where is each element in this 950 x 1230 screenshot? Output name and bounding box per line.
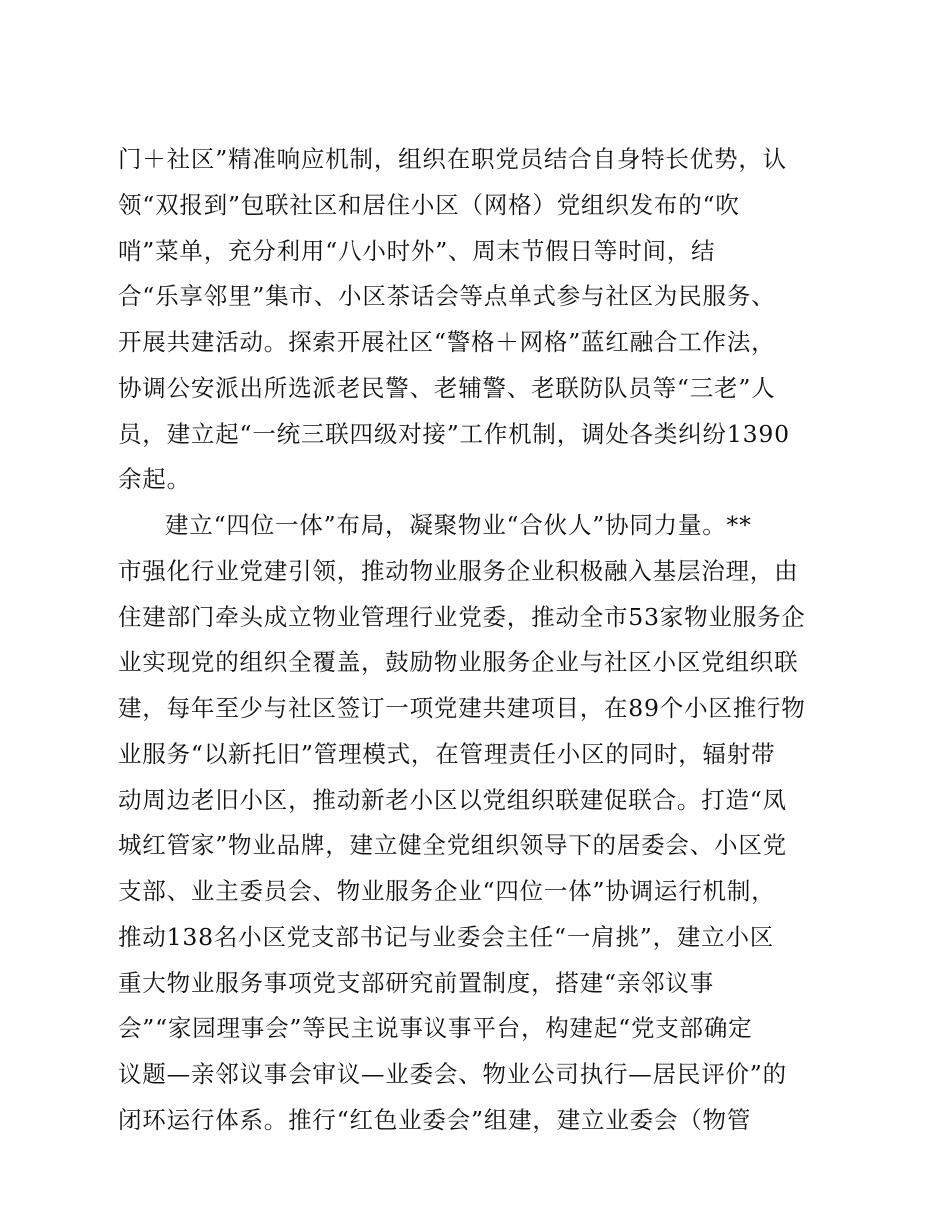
- text-line: 会”“家园理事会”等民主说事议事平台，构建起“党支部确定: [118, 1014, 753, 1043]
- text-line: 建立“四位一体”布局，凝聚物业“合伙人”协同力量。**: [165, 511, 752, 539]
- text-line: 门＋社区”精准响应机制，组织在职党员结合自身特长优势，认: [118, 145, 787, 173]
- text-line: 城红管家”物业品牌，建立健全党组织领导下的居委会、小区党: [118, 831, 787, 860]
- text-line: 推动138名小区党支部书记与业委会主任“一肩挑”，建立小区: [118, 922, 775, 951]
- text-line: 协调公安派出所选派老民警、老辅警、老联防队员等“三老”人: [118, 373, 776, 402]
- text-line: 闭环运行体系。推行“红色业委会”组建，建立业委会（物管: [118, 1105, 752, 1134]
- text-line: 住建部门牵头成立物业管理行业党委，推动全市53家物业服务企: [118, 602, 806, 631]
- text-line: 业实现党的组织全覆盖，鼓励物业服务企业与社区小区党组织联: [118, 648, 799, 677]
- text-line: 开展共建活动。探索开展社区“警格＋网格”蓝红融合工作法，: [118, 328, 776, 356]
- text-line: 重大物业服务事项党支部研究前置制度，搭建“亲邻议事: [118, 968, 715, 997]
- text-line: 合“乐享邻里”集市、小区茶话会等点单式参与社区为民服务、: [118, 282, 776, 311]
- text-line: 支部、业主委员会、物业服务企业“四位一体”协调运行机制，: [118, 877, 776, 905]
- text-line: 动周边老旧小区，推动新老小区以党组织联建促联合。打造“凤: [118, 785, 787, 814]
- text-line: 业服务“以新托旧”管理模式，在管理责任小区的同时，辐射带: [118, 739, 776, 768]
- paragraph-2: [118, 503, 830, 1144]
- text-line: 员，建立起“一统三联四级对接”工作机制，调处各类纠纷1390: [118, 419, 790, 448]
- text-line: 建，每年至少与社区签订一项党建共建项目，在89个小区推行物: [118, 694, 806, 722]
- text-line: 议题—亲邻议事会审议—业委会、物业公司执行—居民评价”的: [118, 1060, 787, 1088]
- text-line: 哨”菜单，充分利用“八小时外”、周末节假日等时间，结: [118, 236, 716, 265]
- text-line: 市强化行业党建引领，推动物业服务企业积极融入基层治理，由: [118, 556, 799, 585]
- text-line: 领“双报到”包联社区和居住小区（网格）党组织发布的“吹: [118, 190, 740, 219]
- text-line: 余起。: [118, 465, 191, 494]
- paragraph-1: [118, 137, 830, 503]
- body-text: [118, 137, 830, 1144]
